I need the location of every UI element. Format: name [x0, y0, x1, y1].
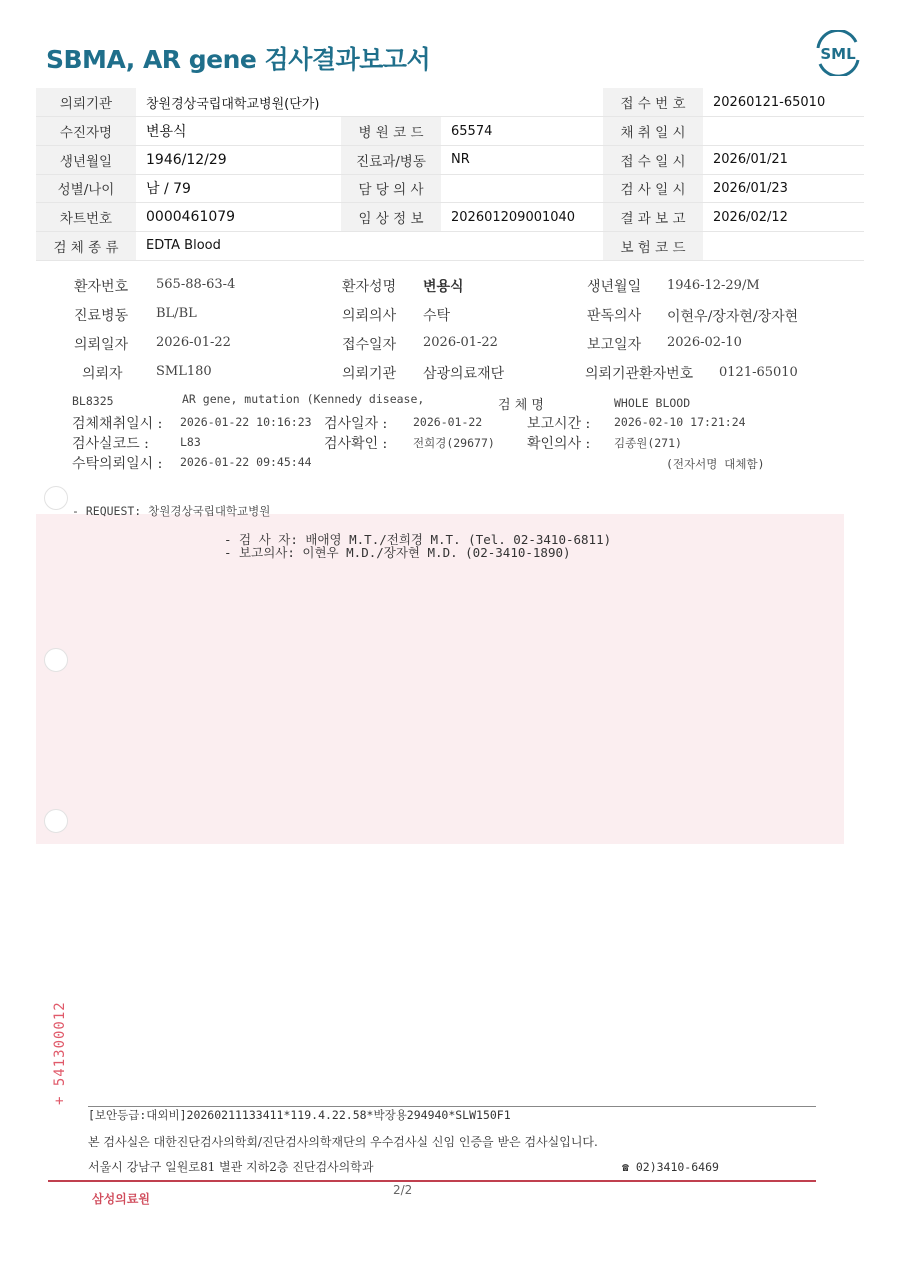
report-title: SBMA, AR gene 검사결과보고서	[46, 45, 431, 74]
footer-red-line	[48, 1180, 816, 1182]
label-requesting-institution: 의뢰기관	[36, 88, 136, 117]
info-row	[36, 145, 864, 174]
insurance-code	[703, 231, 864, 260]
info-row	[36, 174, 864, 203]
scan-label-lab-code: 검사실코드 :	[72, 436, 149, 452]
scan-specimen: WHOLE BLOOD	[614, 396, 691, 410]
sex-age: 남 / 79	[136, 174, 341, 203]
label-specimen-type: 검 체 종 류	[36, 231, 136, 260]
label-chart-number: 차트번호	[36, 203, 136, 232]
scan-inst-patient-no: 0121-65010	[719, 365, 798, 380]
label-collection-time: 채 취 일 시	[603, 117, 703, 146]
scan-reporter-line: - 보고의사: 이현우 M.D./장자현 M.D. (02-3410-1890)	[224, 545, 571, 560]
scan-test-code: BL8325	[72, 394, 114, 408]
scan-label-confirm-doctor: 확인의사 :	[527, 436, 591, 452]
scan-label-report-time: 보고시간 :	[527, 416, 591, 432]
scan-reading-doctor: 이현우/장자현/장자현	[667, 309, 799, 325]
sml-logo	[812, 30, 864, 76]
scan-esign-note: (전자서명 대체함)	[666, 457, 765, 471]
birth-date: 1946/12/29	[136, 145, 341, 174]
scan-label-inst-patient-no: 의뢰기관환자번호	[585, 366, 694, 382]
scan-label-ward: 진료병동	[74, 308, 129, 324]
scan-receipt-date: 2026-01-22	[423, 335, 498, 350]
requesting-institution: 창원경상국립대학교병원(단가)	[136, 88, 603, 117]
label-test-date: 검 사 일 시	[603, 174, 703, 203]
label-receipt-number: 접 수 번 호	[603, 88, 703, 117]
scan-label-birth: 생년월일	[587, 279, 642, 295]
scan-label-consign: 수탁의뢰일시 :	[72, 456, 163, 472]
hospital-code: 65574	[441, 117, 603, 146]
attending-doctor	[441, 174, 603, 203]
logo-text: SML	[820, 45, 856, 63]
collection-time	[703, 117, 864, 146]
label-result-report: 결 과 보 고	[603, 203, 703, 232]
label-patient-name: 수진자명	[36, 117, 136, 146]
side-serial-text: + 541300012	[52, 1001, 68, 1105]
scan-label-specimen: 검 체 명	[498, 398, 544, 413]
scan-report-date: 2026-02-10	[667, 335, 742, 350]
scan-collect: 2026-01-22 10:16:23	[180, 415, 312, 429]
scan-lab-code: L83	[180, 435, 201, 449]
scan-birth: 1946-12-29/M	[667, 278, 760, 293]
scan-label-patient-no: 환자번호	[74, 279, 129, 295]
scan-label-ordering-doctor: 의뢰의사	[342, 308, 397, 324]
scanned-report-image	[36, 262, 844, 844]
scan-punch-hole	[44, 486, 68, 510]
receipt-date: 2026/01/21	[703, 145, 864, 174]
info-row	[36, 117, 864, 146]
info-row	[36, 203, 864, 232]
scan-requester: SML180	[156, 364, 212, 379]
label-clinical-info: 임 상 정 보	[341, 203, 441, 232]
label-hospital-code: 병 원 코 드	[341, 117, 441, 146]
scan-report-time: 2026-02-10 17:21:24	[614, 415, 746, 429]
scan-test-date: 2026-01-22	[413, 415, 483, 429]
info-row	[36, 88, 864, 117]
scan-punch-hole	[44, 809, 68, 833]
scan-institution: 삼광의료재단	[423, 366, 505, 382]
scan-test-confirm: 전희경(29677)	[413, 436, 495, 450]
chart-number: 0000461079	[136, 203, 341, 232]
footer-brand: 삼성의료원	[92, 1192, 150, 1206]
label-insurance-code: 보 험 코 드	[603, 231, 703, 260]
report-info-table	[36, 88, 864, 261]
scan-confirm-doctor: 김종원(271)	[614, 436, 682, 450]
scan-request-date: 2026-01-22	[156, 335, 231, 350]
patient-name: 변용식	[136, 117, 341, 146]
specimen-type: EDTA Blood	[136, 231, 603, 260]
test-date: 2026/01/23	[703, 174, 864, 203]
scan-patient-no: 565-88-63-4	[156, 277, 236, 292]
footer-phone: ☎ 02)3410-6469	[622, 1160, 719, 1174]
receipt-number: 20260121-65010	[703, 88, 864, 117]
scan-test-name: AR gene, mutation (Kennedy disease,	[182, 392, 425, 406]
scan-pink-area	[36, 514, 844, 844]
scan-label-institution: 의뢰기관	[342, 366, 397, 382]
label-birth-date: 생년월일	[36, 145, 136, 174]
footer-certification: 본 검사실은 대한진단검사의학회/진단검사의학재단의 우수검사실 신임 인증을 받은 검사실입니다.	[88, 1135, 598, 1149]
scan-ordering-doctor: 수탁	[423, 308, 451, 324]
scan-label-report-date: 보고일자	[587, 337, 642, 353]
scan-label-receipt-date: 접수일자	[342, 337, 397, 353]
scan-label-request-date: 의뢰일자	[74, 337, 129, 353]
department: NR	[441, 145, 603, 174]
label-attending-doctor: 담 당 의 사	[341, 174, 441, 203]
footer-address: 서울시 강남구 일원로81 별관 지하2층 진단검사의학과	[88, 1160, 374, 1174]
scan-tester-line: - 검 사 자: 배애영 M.T./전희경 M.T. (Tel. 02-3410-6811)	[224, 532, 612, 547]
scan-patient-name: 변용식	[423, 279, 464, 295]
scan-punch-hole	[44, 648, 68, 672]
label-receipt-date: 접 수 일 시	[603, 145, 703, 174]
page-number: 2/2	[393, 1183, 413, 1197]
scan-label-test-date: 검사일자 :	[324, 416, 388, 432]
footer-security-line: [보안등급:대외비]20260211133411*119.4.22.58*박장용294940*SLW150F1	[88, 1108, 511, 1122]
scan-request-line: - REQUEST: 창원경상국립대학교병원	[72, 504, 271, 518]
clinical-info: 202601209001040	[441, 203, 603, 232]
scan-ward: BL/BL	[156, 306, 197, 321]
scan-label-patient-name: 환자성명	[342, 279, 397, 295]
scan-label-collect: 검체채취일시 :	[72, 416, 163, 432]
info-row	[36, 231, 864, 260]
scan-label-reading-doctor: 판독의사	[587, 308, 642, 324]
label-department: 진료과/병동	[341, 145, 441, 174]
side-serial-code	[52, 985, 76, 1105]
scan-label-test-confirm: 검사확인 :	[324, 436, 388, 452]
label-sex-age: 성별/나이	[36, 174, 136, 203]
scan-consign: 2026-01-22 09:45:44	[180, 455, 312, 469]
scan-label-requester: 의뢰자	[82, 366, 123, 382]
result-report-date: 2026/02/12	[703, 203, 864, 232]
